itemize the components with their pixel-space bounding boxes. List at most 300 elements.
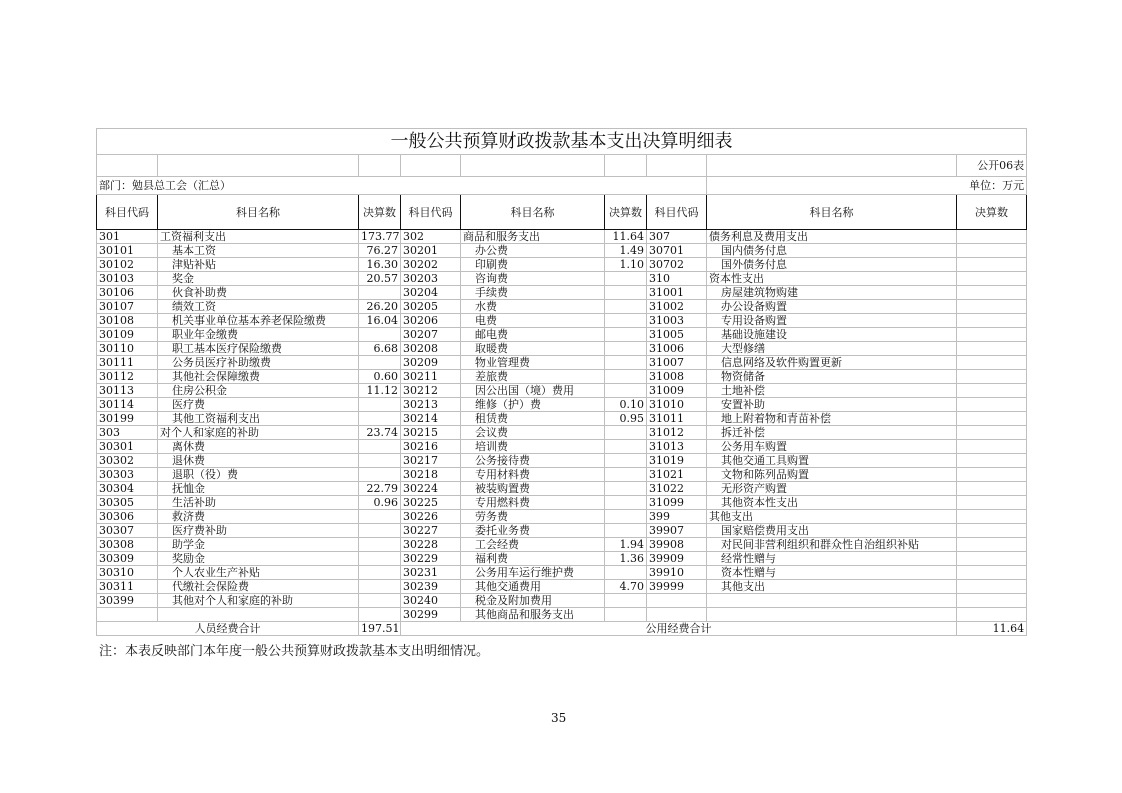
- subject-code-cell: 31007: [647, 356, 707, 370]
- header-amount: 决算数: [957, 195, 1027, 230]
- amount-cell: 173.77: [359, 230, 401, 244]
- header-row: [97, 195, 1027, 230]
- table-row: [97, 510, 1027, 524]
- subject-code-cell: 39907: [647, 524, 707, 538]
- subject-code-cell: 303: [97, 426, 158, 440]
- subject-code-cell: 30311: [97, 580, 158, 594]
- subject-code-cell: 31003: [647, 314, 707, 328]
- amount-cell: [359, 524, 401, 538]
- subject-name-cell: 商品和服务支出: [461, 230, 605, 244]
- amount-cell: [957, 398, 1027, 412]
- amount-cell: [359, 580, 401, 594]
- subject-code-cell: 31099: [647, 496, 707, 510]
- subject-name-cell: 地上附着物和青苗补偿: [707, 412, 957, 426]
- amount-cell: [957, 342, 1027, 356]
- amount-cell: [957, 300, 1027, 314]
- subject-code-cell: 31008: [647, 370, 707, 384]
- subject-name-cell: 职工基本医疗保险缴费: [158, 342, 359, 356]
- subject-code-cell: 30199: [97, 412, 158, 426]
- subject-code-cell: 30202: [401, 258, 461, 272]
- subject-code-cell: 30226: [401, 510, 461, 524]
- amount-cell: [359, 286, 401, 300]
- header-amount: 决算数: [605, 195, 647, 230]
- table-row: [97, 356, 1027, 370]
- amount-cell: [957, 566, 1027, 580]
- subject-code-cell: 31012: [647, 426, 707, 440]
- subject-code-cell: 30307: [97, 524, 158, 538]
- table-row: [97, 580, 1027, 594]
- subject-name-cell: 其他商品和服务支出: [461, 608, 605, 622]
- subject-code-cell: 30303: [97, 468, 158, 482]
- table-note: 注：本表反映部门本年度一般公共预算财政拨款基本支出明细情况。: [99, 644, 490, 659]
- subject-name-cell: 债务利息及费用支出: [707, 230, 957, 244]
- amount-cell: 23.74: [359, 426, 401, 440]
- subject-name-cell: 工会经费: [461, 538, 605, 552]
- amount-cell: [957, 580, 1027, 594]
- amount-cell: [957, 384, 1027, 398]
- subject-code-cell: 39909: [647, 552, 707, 566]
- subject-code-cell: 30103: [97, 272, 158, 286]
- amount-cell: [605, 370, 647, 384]
- subject-code-cell: 30101: [97, 244, 158, 258]
- amount-cell: [957, 538, 1027, 552]
- subject-code-cell: 30206: [401, 314, 461, 328]
- table-row: [97, 342, 1027, 356]
- subject-code-cell: 30227: [401, 524, 461, 538]
- subject-name-cell: 其他工资福利支出: [158, 412, 359, 426]
- subject-name-cell: 基本工资: [158, 244, 359, 258]
- amount-cell: [605, 566, 647, 580]
- subject-code-cell: [647, 608, 707, 622]
- table-row: [97, 608, 1027, 622]
- subject-name-cell: 工资福利支出: [158, 230, 359, 244]
- subject-code-cell: 30301: [97, 440, 158, 454]
- subject-name-cell: 津贴补贴: [158, 258, 359, 272]
- subject-name-cell: 委托业务费: [461, 524, 605, 538]
- subject-name-cell: 资本性支出: [707, 272, 957, 286]
- subject-code-cell: 302: [401, 230, 461, 244]
- subject-code-cell: 30239: [401, 580, 461, 594]
- amount-cell: [605, 314, 647, 328]
- subject-name-cell: 手续费: [461, 286, 605, 300]
- amount-cell: [957, 454, 1027, 468]
- amount-cell: 0.10: [605, 398, 647, 412]
- subject-code-cell: 30305: [97, 496, 158, 510]
- amount-cell: [605, 524, 647, 538]
- table-row: [97, 384, 1027, 398]
- subject-name-cell: 办公费: [461, 244, 605, 258]
- subject-name-cell: 被装购置费: [461, 482, 605, 496]
- table-row: [97, 314, 1027, 328]
- amount-cell: 76.27: [359, 244, 401, 258]
- subject-code-cell: 30212: [401, 384, 461, 398]
- amount-cell: [957, 524, 1027, 538]
- subject-name-cell: 专用设备购置: [707, 314, 957, 328]
- subject-code-cell: 39999: [647, 580, 707, 594]
- subject-code-cell: 30231: [401, 566, 461, 580]
- subject-code-cell: 31011: [647, 412, 707, 426]
- subject-name-cell: 对民间非营利组织和群众性自治组织补贴: [707, 538, 957, 552]
- header-code: 科目代码: [97, 195, 158, 230]
- amount-cell: 0.95: [605, 412, 647, 426]
- subject-name-cell: 邮电费: [461, 328, 605, 342]
- amount-cell: [957, 314, 1027, 328]
- amount-cell: [957, 258, 1027, 272]
- amount-cell: [957, 272, 1027, 286]
- subject-code-cell: 30108: [97, 314, 158, 328]
- totals-row: [97, 622, 1027, 636]
- subject-code-cell: 30701: [647, 244, 707, 258]
- amount-cell: [605, 510, 647, 524]
- amount-cell: [957, 412, 1027, 426]
- personnel-total-value: 197.51: [359, 622, 401, 636]
- subject-name-cell: 大型修缮: [707, 342, 957, 356]
- subject-code-cell: 31009: [647, 384, 707, 398]
- subject-name-cell: 取暖费: [461, 342, 605, 356]
- subject-name-cell: 医疗费: [158, 398, 359, 412]
- table-row: [97, 272, 1027, 286]
- subject-code-cell: 30399: [97, 594, 158, 608]
- subject-code-cell: 30114: [97, 398, 158, 412]
- subject-code-cell: 30308: [97, 538, 158, 552]
- subject-code-cell: 31006: [647, 342, 707, 356]
- amount-cell: 1.10: [605, 258, 647, 272]
- header-name: 科目名称: [461, 195, 605, 230]
- amount-cell: [359, 566, 401, 580]
- subject-code-cell: 30224: [401, 482, 461, 496]
- subject-name-cell: 国内债务付息: [707, 244, 957, 258]
- subject-code-cell: 31010: [647, 398, 707, 412]
- subject-name-cell: 国外债务付息: [707, 258, 957, 272]
- amount-cell: [605, 468, 647, 482]
- amount-cell: 11.12: [359, 384, 401, 398]
- amount-cell: 16.04: [359, 314, 401, 328]
- subject-name-cell: 办公设备购置: [707, 300, 957, 314]
- amount-cell: 20.57: [359, 272, 401, 286]
- subject-code-cell: 31001: [647, 286, 707, 300]
- amount-cell: [957, 468, 1027, 482]
- personnel-total-label: 人员经费合计: [97, 622, 359, 636]
- table-row: [97, 230, 1027, 244]
- table-row: [97, 524, 1027, 538]
- subject-name-cell: 经常性赠与: [707, 552, 957, 566]
- public-total-value: 11.64: [957, 622, 1027, 636]
- subject-code-cell: 399: [647, 510, 707, 524]
- subject-name-cell: 劳务费: [461, 510, 605, 524]
- amount-cell: 16.30: [359, 258, 401, 272]
- amount-cell: [957, 496, 1027, 510]
- amount-cell: [359, 552, 401, 566]
- subject-code-cell: 30217: [401, 454, 461, 468]
- amount-cell: [605, 482, 647, 496]
- subject-name-cell: 培训费: [461, 440, 605, 454]
- subject-name-cell: 公务用车购置: [707, 440, 957, 454]
- amount-cell: 1.94: [605, 538, 647, 552]
- subject-code-cell: 30111: [97, 356, 158, 370]
- subject-name-cell: 文物和陈列品购置: [707, 468, 957, 482]
- subject-name-cell: 其他支出: [707, 510, 957, 524]
- subject-name-cell: 无形资产购置: [707, 482, 957, 496]
- amount-cell: [359, 440, 401, 454]
- subject-code-cell: [97, 608, 158, 622]
- subject-name-cell: 因公出国（境）费用: [461, 384, 605, 398]
- amount-cell: [605, 356, 647, 370]
- amount-cell: [957, 426, 1027, 440]
- amount-cell: 4.70: [605, 580, 647, 594]
- subject-code-cell: 30240: [401, 594, 461, 608]
- amount-cell: 1.36: [605, 552, 647, 566]
- amount-cell: 0.60: [359, 370, 401, 384]
- amount-cell: [957, 370, 1027, 384]
- table-row: [97, 286, 1027, 300]
- subject-name-cell: 其他资本性支出: [707, 496, 957, 510]
- amount-cell: [605, 594, 647, 608]
- subject-name-cell: 基础设施建设: [707, 328, 957, 342]
- subject-name-cell: 其他对个人和家庭的补助: [158, 594, 359, 608]
- subject-name-cell: 个人农业生产补贴: [158, 566, 359, 580]
- amount-cell: [605, 454, 647, 468]
- amount-cell: [957, 328, 1027, 342]
- subject-name-cell: 安置补助: [707, 398, 957, 412]
- amount-cell: [605, 384, 647, 398]
- subject-name-cell: 医疗费补助: [158, 524, 359, 538]
- amount-cell: [605, 300, 647, 314]
- table-row: [97, 538, 1027, 552]
- amount-cell: [957, 594, 1027, 608]
- subject-name-cell: [707, 594, 957, 608]
- subject-name-cell: 租赁费: [461, 412, 605, 426]
- amount-cell: 1.49: [605, 244, 647, 258]
- subject-name-cell: 职业年金缴费: [158, 328, 359, 342]
- subject-code-cell: 31002: [647, 300, 707, 314]
- amount-cell: [605, 328, 647, 342]
- subject-name-cell: 公务员医疗补助缴费: [158, 356, 359, 370]
- subject-code-cell: 307: [647, 230, 707, 244]
- subject-code-cell: 30110: [97, 342, 158, 356]
- subject-code-cell: 30215: [401, 426, 461, 440]
- table-row: [97, 594, 1027, 608]
- subject-code-cell: 31019: [647, 454, 707, 468]
- subject-name-cell: 绩效工资: [158, 300, 359, 314]
- subject-code-cell: 30207: [401, 328, 461, 342]
- amount-cell: [957, 482, 1027, 496]
- subject-code-cell: 39908: [647, 538, 707, 552]
- subject-code-cell: 301: [97, 230, 158, 244]
- table-row: [97, 398, 1027, 412]
- table-row: [97, 552, 1027, 566]
- table-title: 一般公共预算财政拨款基本支出决算明细表: [97, 129, 1027, 155]
- amount-cell: [359, 398, 401, 412]
- table-row: [97, 454, 1027, 468]
- amount-cell: [605, 496, 647, 510]
- subject-name-cell: 其他交通费用: [461, 580, 605, 594]
- subject-code-cell: 30309: [97, 552, 158, 566]
- subject-name-cell: 维修（护）费: [461, 398, 605, 412]
- subject-name-cell: 抚恤金: [158, 482, 359, 496]
- amount-cell: [957, 286, 1027, 300]
- table-row: [97, 566, 1027, 580]
- subject-code-cell: 30106: [97, 286, 158, 300]
- subject-name-cell: 印刷费: [461, 258, 605, 272]
- subject-name-cell: 专用燃料费: [461, 496, 605, 510]
- subject-code-cell: [647, 594, 707, 608]
- subject-name-cell: 电费: [461, 314, 605, 328]
- amount-cell: [957, 230, 1027, 244]
- subject-name-cell: 物业管理费: [461, 356, 605, 370]
- table-row: [97, 244, 1027, 258]
- amount-cell: [957, 356, 1027, 370]
- amount-cell: [605, 342, 647, 356]
- subject-name-cell: 差旅费: [461, 370, 605, 384]
- subject-name-cell: 福利费: [461, 552, 605, 566]
- subject-code-cell: 30213: [401, 398, 461, 412]
- amount-cell: [957, 552, 1027, 566]
- subject-name-cell: 会议费: [461, 426, 605, 440]
- amount-cell: [359, 356, 401, 370]
- subject-code-cell: 30209: [401, 356, 461, 370]
- subject-code-cell: 30225: [401, 496, 461, 510]
- amount-cell: [605, 286, 647, 300]
- amount-cell: 11.64: [605, 230, 647, 244]
- header-code: 科目代码: [647, 195, 707, 230]
- subject-name-cell: 伙食补助费: [158, 286, 359, 300]
- subject-name-cell: 水费: [461, 300, 605, 314]
- subject-code-cell: 30216: [401, 440, 461, 454]
- subject-code-cell: 31005: [647, 328, 707, 342]
- subject-name-cell: 生活补助: [158, 496, 359, 510]
- subject-code-cell: 30201: [401, 244, 461, 258]
- table-row: [97, 468, 1027, 482]
- subject-code-cell: 30299: [401, 608, 461, 622]
- amount-cell: [957, 510, 1027, 524]
- table-row: [97, 300, 1027, 314]
- subject-code-cell: 30109: [97, 328, 158, 342]
- amount-cell: [359, 468, 401, 482]
- subject-name-cell: 专用材料费: [461, 468, 605, 482]
- amount-cell: [359, 510, 401, 524]
- subject-code-cell: 30228: [401, 538, 461, 552]
- amount-cell: [359, 328, 401, 342]
- subject-code-cell: 30310: [97, 566, 158, 580]
- subject-code-cell: 30702: [647, 258, 707, 272]
- budget-detail-table: [96, 128, 1027, 636]
- department-label: 部门：勉县总工会（汇总）: [97, 177, 707, 195]
- subject-name-cell: 对个人和家庭的补助: [158, 426, 359, 440]
- subject-name-cell: 公务用车运行维护费: [461, 566, 605, 580]
- subject-code-cell: 30302: [97, 454, 158, 468]
- subject-name-cell: 退职（役）费: [158, 468, 359, 482]
- subject-name-cell: 咨询费: [461, 272, 605, 286]
- subject-code-cell: 30113: [97, 384, 158, 398]
- subject-name-cell: 奖励金: [158, 552, 359, 566]
- table-row: [97, 258, 1027, 272]
- table-row: [97, 328, 1027, 342]
- subject-code-cell: 30208: [401, 342, 461, 356]
- table-row: [97, 412, 1027, 426]
- amount-cell: [605, 426, 647, 440]
- subject-code-cell: 30112: [97, 370, 158, 384]
- amount-cell: [605, 608, 647, 622]
- table-row: [97, 426, 1027, 440]
- subject-name-cell: 退休费: [158, 454, 359, 468]
- amount-cell: 26.20: [359, 300, 401, 314]
- amount-cell: 22.79: [359, 482, 401, 496]
- subject-code-cell: 39910: [647, 566, 707, 580]
- subject-code-cell: 310: [647, 272, 707, 286]
- form-number: 公开06表: [957, 155, 1027, 177]
- subject-code-cell: 30306: [97, 510, 158, 524]
- subject-name-cell: 其他社会保障缴费: [158, 370, 359, 384]
- amount-cell: [957, 608, 1027, 622]
- subject-code-cell: 30102: [97, 258, 158, 272]
- subject-name-cell: 房屋建筑物购建: [707, 286, 957, 300]
- amount-cell: [359, 608, 401, 622]
- amount-cell: [605, 272, 647, 286]
- table-row: [97, 440, 1027, 454]
- table-row: [97, 370, 1027, 384]
- unit-label: 单位：万元: [707, 177, 1027, 195]
- amount-cell: 0.96: [359, 496, 401, 510]
- subject-code-cell: 30214: [401, 412, 461, 426]
- subject-name-cell: 其他支出: [707, 580, 957, 594]
- amount-cell: [359, 454, 401, 468]
- subject-name-cell: [158, 608, 359, 622]
- subject-code-cell: 31021: [647, 468, 707, 482]
- header-name: 科目名称: [707, 195, 957, 230]
- subject-code-cell: 30211: [401, 370, 461, 384]
- subject-code-cell: 30204: [401, 286, 461, 300]
- amount-cell: [359, 594, 401, 608]
- public-total-label: 公用经费合计: [401, 622, 957, 636]
- amount-cell: [957, 244, 1027, 258]
- subject-code-cell: 30229: [401, 552, 461, 566]
- amount-cell: [359, 538, 401, 552]
- amount-cell: 6.68: [359, 342, 401, 356]
- amount-cell: [359, 412, 401, 426]
- subject-name-cell: 物资储备: [707, 370, 957, 384]
- subject-name-cell: 国家赔偿费用支出: [707, 524, 957, 538]
- subject-name-cell: 机关事业单位基本养老保险缴费: [158, 314, 359, 328]
- subject-code-cell: 30107: [97, 300, 158, 314]
- subject-name-cell: 奖金: [158, 272, 359, 286]
- header-name: 科目名称: [158, 195, 359, 230]
- subject-name-cell: 助学金: [158, 538, 359, 552]
- subject-name-cell: 离休费: [158, 440, 359, 454]
- subject-name-cell: 其他交通工具购置: [707, 454, 957, 468]
- subject-name-cell: 公务接待费: [461, 454, 605, 468]
- subject-name-cell: 救济费: [158, 510, 359, 524]
- subject-code-cell: 30304: [97, 482, 158, 496]
- subject-name-cell: 税金及附加费用: [461, 594, 605, 608]
- amount-cell: [605, 440, 647, 454]
- header-amount: 决算数: [359, 195, 401, 230]
- amount-cell: [957, 440, 1027, 454]
- subject-name-cell: 资本性赠与: [707, 566, 957, 580]
- subject-name-cell: 住房公积金: [158, 384, 359, 398]
- subject-code-cell: 31013: [647, 440, 707, 454]
- subject-code-cell: 30203: [401, 272, 461, 286]
- table-row: [97, 496, 1027, 510]
- subject-name-cell: 土地补偿: [707, 384, 957, 398]
- table-row: [97, 482, 1027, 496]
- page-number: 35: [551, 711, 567, 725]
- subject-name-cell: 信息网络及软件购置更新: [707, 356, 957, 370]
- header-code: 科目代码: [401, 195, 461, 230]
- subject-name-cell: 拆迁补偿: [707, 426, 957, 440]
- subject-code-cell: 31022: [647, 482, 707, 496]
- subject-name-cell: 代缴社会保险费: [158, 580, 359, 594]
- subject-name-cell: [707, 608, 957, 622]
